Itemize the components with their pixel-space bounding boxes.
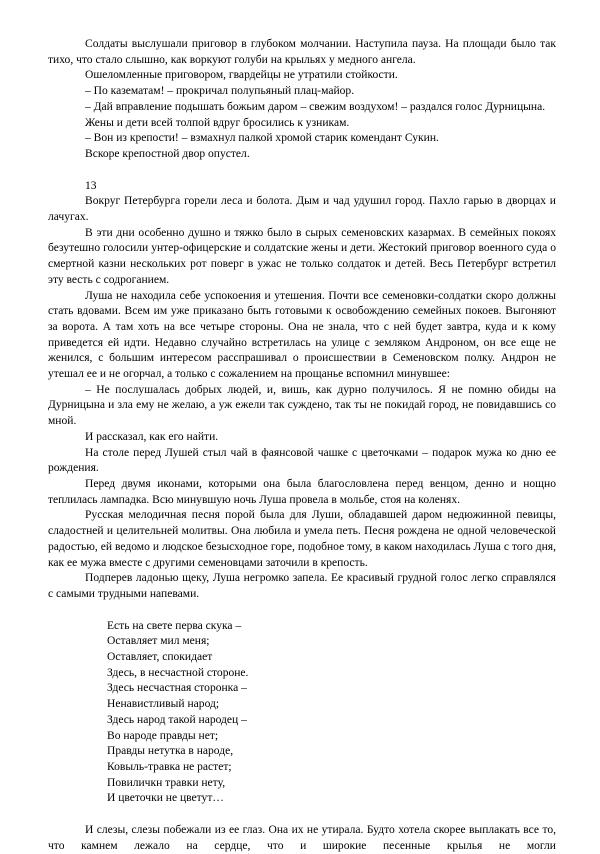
paragraph-durnitsyn-voice: – Дай вправление подышать божьим даром – свежим воздухом! – раздался голос Дурницына. — [85, 100, 546, 113]
poem-line: Есть на свете перва скука – — [107, 619, 242, 632]
poem-line: Повиличкн травки нету, — [107, 776, 226, 789]
chapter-number: 13 — [85, 179, 97, 192]
poem-line: Во народе правды нет; — [107, 729, 219, 742]
poem-line: Здесь несчастная сторонка – — [107, 682, 247, 695]
paragraph-lusha-sings: Подперев ладонью щеку, Луша негромко запела. Ее красивый грудной голос легко справлялся с самыми трудными напевами. — [48, 572, 556, 600]
poem-line: Здесь, в несчастной стороне. — [107, 666, 249, 679]
paragraph-commandant: – Вон из крепости! – взмахнул палкой хромой старик комендант Сукин. — [85, 132, 439, 145]
poem-line: И цветочки не цветут… — [107, 792, 224, 805]
poem-line: Ненавистливый народ; — [107, 698, 220, 711]
poem-line: Оставляет, спокидает — [107, 651, 213, 664]
poem-line: Оставляет мил меня; — [107, 635, 210, 648]
song-verse — [48, 619, 556, 807]
paragraph-guards-stoic: Ошеломленные приговором, гвардейцы не утратили стойкости. — [85, 69, 398, 82]
paragraph-major-shout: – По казематам! – прокричал полупьяный плац-майор. — [85, 85, 355, 98]
poem-line: Здесь народ такой народец – — [107, 713, 247, 726]
paragraph-tea-cup: На столе перед Лушей стыл чай в фаянсовой чашке с цветочками – подарок мужа ко дню ее рождения. — [48, 446, 556, 475]
paragraph-soldiers-silence: Солдаты выслушали приговор в глубоком молчании. Наступила пауза. На площади было так тихо, что стало слышно, как воркуют голуби на крыльях у медного ангела. — [48, 38, 556, 66]
paragraph-fires: Вокруг Петербурга горели леса и болота. Дым и чад удушил город. Пахло гарью в дворцах и лачугах. — [48, 195, 556, 224]
paragraph-andron-speech: – Не послушалась добрых людей, и, вишь, как дурно получилось. Я не помню обиды на Дурницына и зла ему не желаю, а уж ежели так суждено, так ты не покидай город, не повидавшись со мной. — [48, 383, 556, 428]
paragraph-lusha-andron: Луша не находила себе успокоения и утешения. Почти все семеновки-солдатки скоро должны стать вдовами. Всем им уже приказано быть готовыми к освобождению семейных покоев. Выгоняют за ворота. А там хоть на все четыре стороны. Она не знала, что с ней будет завтра, куда и к кому приведется ей идти. Недавно случайно встретилась на улице с земляком Андроном, он все еще не женился, с большим интересом расспрашивал о происшествии в Семеновском полку. Андрон не утешал ее и не огорчал, а только с сожалением на прощанье вспомнил минувшее: — [48, 289, 556, 381]
paragraph-barracks: В эти дни особенно душно и тяжко было в сырых семеновских казармах. В семейных покоях безутешно голосили унтер-офицерские и солдатские жены и дети. Жестокий приговор военного суда о смертной казни нескольких рот поверг в ужас не только солдаток и детей. Весь Петербург встретил эту весть с содроганием. — [48, 226, 556, 286]
paragraph-yard-empty: Вскоре крепостной двор опустел. — [85, 147, 250, 160]
document-text — [48, 37, 556, 854]
poem-line: Правды нетутка в народе, — [107, 745, 234, 758]
paragraph-icons-lamp: Перед двумя иконами, которыми она была благословлена перед венцом, денно и нощно теплилась лампадка. Всю минувшую ночь Луша провела в мольбе, стоя на коленях. — [48, 477, 556, 506]
paragraph-tears: И слезы, слезы побежали из ее глаз. Она их не утирала. Будто хотела скорее выплакать все то, что камнем лежало на сердце, что и широкие песенные крылья не могли — [48, 824, 556, 852]
paragraph-russian-song: Русская мелодичная песня порой была для Луши, обладавшей даром недюжинной певицы, сладостней и целительней молитвы. Она любила и умела петь. Песня рождена не одной человеческой радостью, ей ведомо и людское безысходное горе, подобное тому, в каком находилась Луша с того дня, как ее мужа вместе с другими семеновцами заточили в крепость. — [48, 509, 556, 569]
paragraph-wives-children: Жены и дети всей толпой вдруг бросились к узникам. — [85, 116, 350, 129]
paragraph-told-how: И рассказал, как его найти. — [85, 430, 219, 443]
poem-line: Ковыль-травка не растет; — [107, 760, 232, 773]
